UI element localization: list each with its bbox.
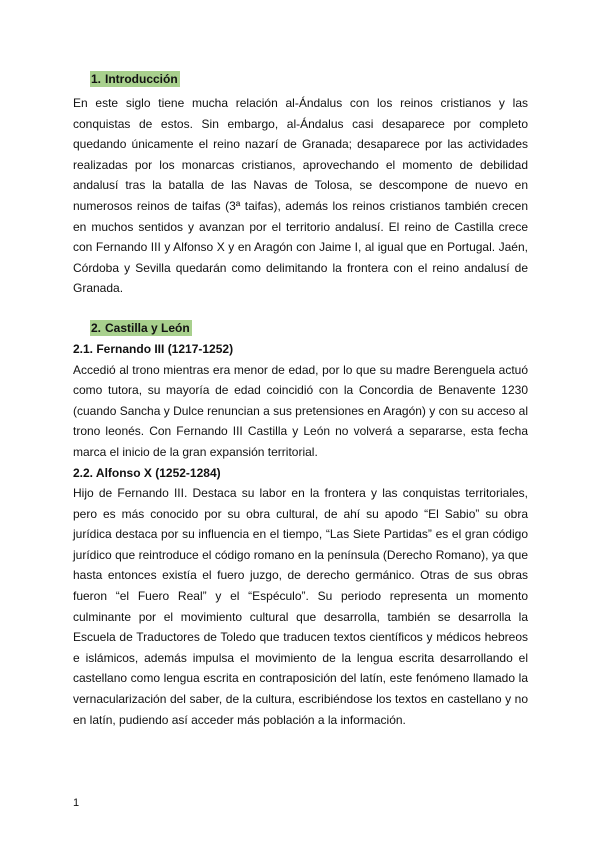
- page-number: 1: [73, 797, 80, 809]
- heading-title: Introducción: [105, 72, 178, 86]
- section-heading-introduccion: [73, 71, 528, 87]
- document-page: [73, 71, 528, 730]
- heading-title: Castilla y León: [105, 320, 190, 335]
- paragraph-introduccion: En este siglo tiene mucha relación al-Ándalus con los reinos cristianos y las conquistas de estos. Sin embargo, al-Ándalus casi desaparece por completo quedando únicamente el reino nazarí de Granada; desaparece por las actividades realizadas por los monarcas cristianos, aprovechando el momento de debilidad andalusí tras la batalla de las Navas de Tolosa, se descompone de nuevo en numerosos reinos de taifas (3ª taifas), además los reinos cristianos también crecen en muchos sentidos y avanzan por el territorio andalusí. El reino de Castilla crece con Fernando III y Alfonso X y en Aragón con Jaime I, al igual que en Portugal. Jaén, Córdoba y Sevilla quedarán como delimitando la frontera con el reino andalusí de Granada.: [73, 96, 528, 296]
- section-heading-castilla-leon: [73, 320, 528, 336]
- heading-number: 2.: [91, 320, 102, 335]
- paragraph-alfonso-x: Hijo de Fernando III. Destaca su labor en la frontera y las conquistas territoriales, pero es más conocido por su obra cultural, de ahí su apodo “El Sabio” su obra jurídica destaca por su influencia en el tiempo, “Las Siete Partidas” es el gran código jurídico que reintroduce el código romano en la península (Derecho Romano), ya que hasta entonces existía el fuero juzgo, de derecho germánico. Otras de sus obras fueron “el Fuero Real” y el “Espéculo”. Su periodo representa un momento culminante por el movimiento cultural que desarrolla, también se desarrolla la Escuela de Traductores de Toledo que traducen textos científicos y médicos hebreos e islámicos, además impulsa el movimiento de la lengua escrita desarrollando el castellano como lengua escrita en contraposición del latín, este fenómeno llamado la vernacularización del saber, de la cultura, escribiéndose los textos en castellano y no en latín, pudiendo así acceder más población a la información.: [73, 486, 528, 727]
- subheading-alfonso-x: 2.2. Alfonso X (1252-1284): [73, 465, 221, 480]
- heading-highlight: [90, 320, 192, 336]
- subheading-fernando-iii: 2.1. Fernando III (1217-1252): [73, 341, 234, 356]
- heading-number: 1.: [91, 72, 102, 86]
- heading-highlight: [90, 71, 180, 87]
- paragraph-fernando-iii: Accedió al trono mientras era menor de edad, por lo que su madre Berenguela actuó como tutora, su mayoría de edad coincidió con la Concordia de Benavente 1230 (cuando Sancha y Dulce renuncian a sus pretensiones en Aragón) y con su acceso al trono leonés. Con Fernando III Castilla y León no volverá a separarse, esta fecha marca el inicio de la gran expansión territorial.: [73, 362, 528, 459]
